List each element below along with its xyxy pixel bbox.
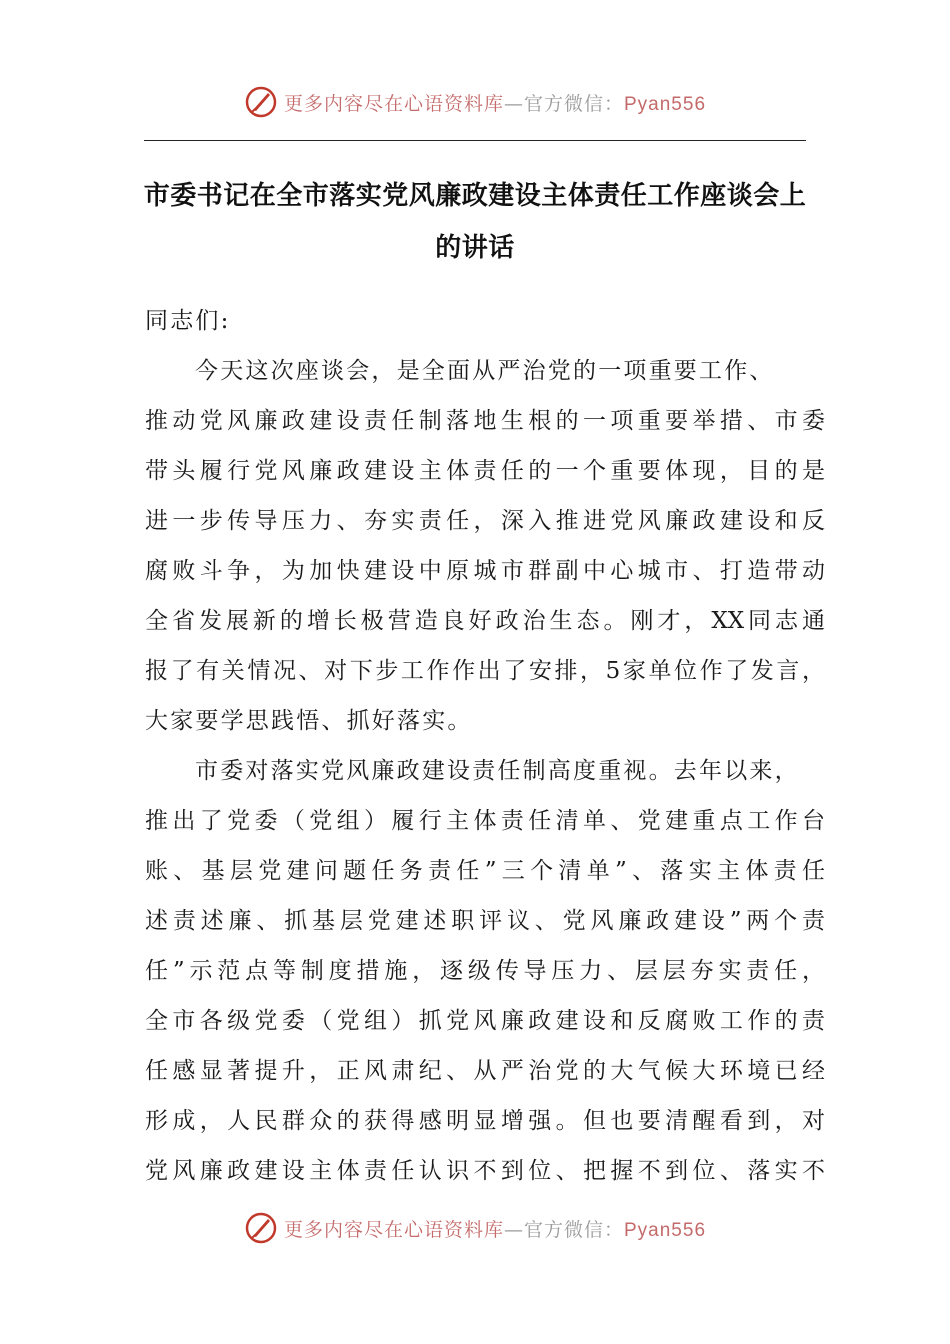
document-title bbox=[130, 170, 820, 274]
header-wechat-id: Pyan556 bbox=[624, 93, 707, 115]
header-site-text: 更多内容尽在心语资料库 bbox=[283, 92, 504, 115]
footer-banner-text bbox=[284, 1215, 706, 1242]
quill-logo-icon bbox=[244, 85, 278, 119]
body-line: 推出了党委（党组）履行主体责任清单、党建重点工作台 bbox=[145, 808, 825, 834]
footer-wechat-id: Pyan556 bbox=[624, 1219, 707, 1241]
quill-logo-icon bbox=[244, 1211, 278, 1245]
body-line: 市委对落实党风廉政建设责任制高度重视。去年以来， bbox=[195, 758, 800, 784]
body-line: 推动党风廉政建设责任制落地生根的一项重要举措、市委 bbox=[145, 408, 825, 434]
body-line: 任”示范点等制度措施，逐级传导压力、层层夯实责任， bbox=[145, 958, 825, 984]
header-divider bbox=[144, 140, 806, 141]
body-line: 账、基层党建问题任务责任”三个清单”、落实主体责任 bbox=[145, 858, 825, 884]
body-line: 大家要学思践悟、抓好落实。 bbox=[145, 708, 473, 734]
footer-site-text: 更多内容尽在心语资料库 bbox=[283, 1218, 504, 1241]
footer-wechat-label: 官方微信： bbox=[523, 1218, 624, 1241]
body-line: 全市各级党委（党组）抓党风廉政建设和反腐败工作的责 bbox=[145, 1008, 825, 1034]
body-line: 形成，人民群众的获得感明显增强。但也要清醒看到，对 bbox=[145, 1108, 825, 1134]
salutation: 同志们: bbox=[145, 308, 231, 334]
body-line: 报了有关情况、对下步工作作出了安排，5家单位作了发言， bbox=[145, 658, 825, 684]
header-wechat-label: 官方微信： bbox=[523, 92, 624, 115]
body-line: 党风廉政建设主体责任认识不到位、把握不到位、落实不 bbox=[145, 1158, 825, 1184]
body-line: 今天这次座谈会，是全面从严治党的一项重要工作、 bbox=[195, 358, 775, 384]
header-banner-text bbox=[284, 89, 706, 116]
header-separator: — bbox=[503, 92, 524, 115]
footer-watermark-banner bbox=[0, 1208, 950, 1248]
title-line-2: 的讲话 bbox=[435, 233, 515, 263]
body-line: 带头履行党风廉政建设主体责任的一个重要体现，目的是 bbox=[145, 458, 825, 484]
header-watermark-banner bbox=[0, 82, 950, 122]
title-line-1: 市委书记在全市落实党风廉政建设主体责任工作座谈会上 bbox=[143, 181, 807, 211]
document-body bbox=[145, 296, 825, 1196]
body-line: 任感显著提升，正风肃纪、从严治党的大气候大环境已经 bbox=[145, 1058, 825, 1084]
footer-separator: — bbox=[503, 1218, 524, 1241]
body-line: 全省发展新的增长极营造良好政治生态。刚才，XX同志通 bbox=[145, 608, 825, 634]
body-line: 腐败斗争，为加快建设中原城市群副中心城市、打造带动 bbox=[145, 558, 825, 584]
body-line: 述责述廉、抓基层党建述职评议、党风廉政建设”两个责 bbox=[145, 908, 825, 934]
body-line: 进一步传导压力、夯实责任，深入推进党风廉政建设和反 bbox=[145, 508, 825, 534]
